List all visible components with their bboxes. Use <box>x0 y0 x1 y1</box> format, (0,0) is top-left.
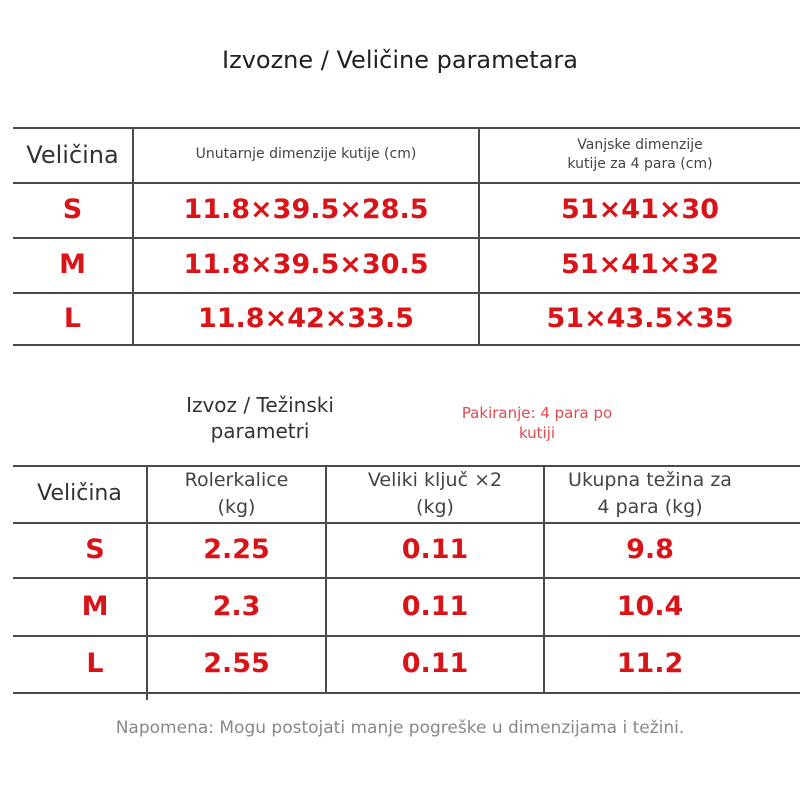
total-weight-m: 10.4 <box>616 590 684 622</box>
header-total-weight <box>545 465 755 522</box>
packing-note-line1: Pakiranje: 4 para po <box>461 404 613 422</box>
inner-dimensions-s: 11.8×39.5×28.5 <box>183 194 429 225</box>
header-total-line1: Ukupna težina za <box>568 468 732 491</box>
header-key-line2: (kg) <box>416 495 454 518</box>
header-outer-dimensions <box>480 127 800 182</box>
skates-weight-l: 2.55 <box>203 648 270 679</box>
total-weight-l: 11.2 <box>616 648 684 679</box>
packing-note <box>452 403 622 444</box>
skates-weight-m: 2.3 <box>212 590 261 622</box>
weight-row-size-m: M <box>81 590 109 622</box>
key-weight-m: 0.11 <box>401 590 469 622</box>
dimensions-title: Izvozne / Veličine parametara <box>222 46 578 74</box>
header-size: Veličina <box>37 481 122 506</box>
weights-title-line2: parametri <box>210 419 310 443</box>
skates-weight-s: 2.25 <box>203 534 270 565</box>
total-weight-s: 9.8 <box>626 534 674 565</box>
key-weight-s: 0.11 <box>401 534 469 565</box>
header-key-weight <box>327 465 543 522</box>
outer-dimensions-s: 51×41×30 <box>561 194 719 225</box>
footnote: Napomena: Mogu postojati manje pogreške u dimenzijama i težini. <box>115 718 685 738</box>
outer-dimensions-m: 51×41×32 <box>561 249 719 280</box>
header-total-line2: 4 para (kg) <box>597 495 703 518</box>
row-size-m: M <box>59 249 86 280</box>
inner-dimensions-l: 11.8×42×33.5 <box>197 302 415 334</box>
header-inner-dimensions: Unutarnje dimenzije kutije (cm) <box>195 146 417 163</box>
header-skates-line1: Rolerkalice <box>184 468 289 491</box>
header-size: Veličina <box>26 140 119 169</box>
row-size-s: S <box>62 194 83 225</box>
row-size-l: L <box>63 302 82 334</box>
header-outer-line2: kutije za 4 para (cm) <box>567 155 713 172</box>
header-outer-line1: Vanjske dimenzije <box>577 136 703 153</box>
weight-row-size-l: L <box>86 648 104 679</box>
table-rule <box>13 692 800 694</box>
header-skates-weight <box>148 465 325 522</box>
weights-title <box>165 392 355 444</box>
packing-note-line2: kutiji <box>518 424 556 443</box>
key-weight-l: 0.11 <box>401 648 469 679</box>
header-skates-line2: (kg) <box>217 495 256 518</box>
inner-dimensions-m: 11.8×39.5×30.5 <box>183 249 429 280</box>
header-key-line1: Veliki ključ ×2 <box>367 468 503 491</box>
weight-row-size-s: S <box>85 534 105 565</box>
weights-title-line1: Izvoz / Težinski <box>186 393 334 417</box>
outer-dimensions-l: 51×43.5×35 <box>546 302 734 334</box>
